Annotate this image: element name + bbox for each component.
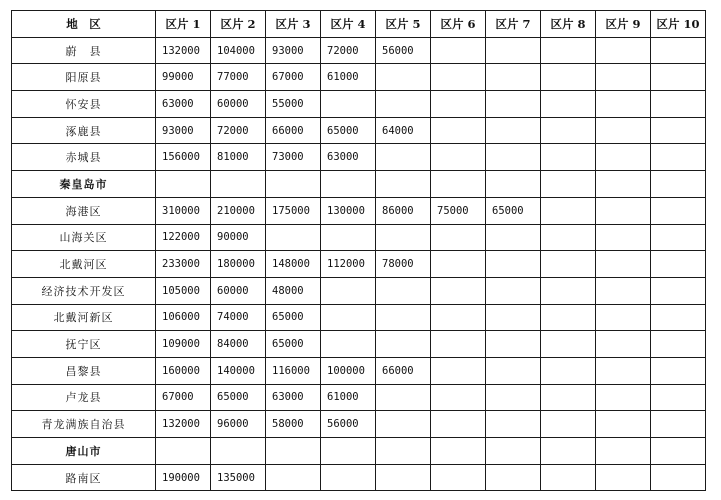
zone-5-price-cell: 66000 [376,357,431,384]
zone-4-price-cell [321,277,376,304]
zone-1-price-cell [156,438,211,465]
zone-1-price-cell: 156000 [156,144,211,171]
zone-3-price-cell: 65000 [266,304,321,331]
zone-2-price-cell: 72000 [211,117,266,144]
zone-9-price-cell [596,197,651,224]
zone-7-price-cell [486,251,541,278]
zone-3-price-cell [266,438,321,465]
zone-3-price-cell: 58000 [266,411,321,438]
region-name-cell: 怀安县 [12,91,156,118]
zone-4-price-cell: 63000 [321,144,376,171]
zone-9-price-cell [596,277,651,304]
zone-1-price-cell: 109000 [156,331,211,358]
zone-5-price-cell [376,171,431,198]
table-body [12,37,706,491]
zone-8-price-cell [541,357,596,384]
zone-6-price-cell [431,464,486,491]
header-zone-6: 区片 6 [431,11,486,38]
zone-5-price-cell: 86000 [376,197,431,224]
zone-10-price-cell [651,304,706,331]
land-price-table-container [11,10,706,491]
table-row [12,144,706,171]
zone-2-price-cell: 65000 [211,384,266,411]
header-zone-5: 区片 5 [376,11,431,38]
city-row [12,438,706,465]
zone-10-price-cell [651,64,706,91]
region-name-cell: 北戴河区 [12,251,156,278]
zone-2-price-cell [211,438,266,465]
zone-4-price-cell: 130000 [321,197,376,224]
zone-6-price-cell [431,64,486,91]
zone-9-price-cell [596,411,651,438]
zone-8-price-cell [541,224,596,251]
zone-9-price-cell [596,37,651,64]
zone-10-price-cell [651,357,706,384]
zone-7-price-cell [486,144,541,171]
zone-1-price-cell: 310000 [156,197,211,224]
zone-5-price-cell [376,64,431,91]
zone-1-price-cell: 160000 [156,357,211,384]
zone-7-price-cell [486,304,541,331]
zone-5-price-cell: 56000 [376,37,431,64]
zone-6-price-cell [431,277,486,304]
zone-4-price-cell: 61000 [321,64,376,91]
zone-4-price-cell [321,304,376,331]
zone-4-price-cell: 72000 [321,37,376,64]
zone-7-price-cell [486,384,541,411]
zone-3-price-cell: 55000 [266,91,321,118]
zone-3-price-cell [266,464,321,491]
zone-10-price-cell [651,384,706,411]
region-name-cell: 赤城县 [12,144,156,171]
zone-10-price-cell [651,464,706,491]
zone-9-price-cell [596,91,651,118]
table-row [12,91,706,118]
zone-1-price-cell: 106000 [156,304,211,331]
zone-9-price-cell [596,304,651,331]
city-row [12,171,706,198]
table-row [12,411,706,438]
zone-2-price-cell: 210000 [211,197,266,224]
zone-2-price-cell: 60000 [211,277,266,304]
zone-2-price-cell: 81000 [211,144,266,171]
zone-10-price-cell [651,331,706,358]
zone-3-price-cell: 65000 [266,331,321,358]
zone-3-price-cell: 116000 [266,357,321,384]
region-name-cell: 海港区 [12,197,156,224]
region-name-cell: 涿鹿县 [12,117,156,144]
zone-7-price-cell [486,171,541,198]
zone-3-price-cell [266,224,321,251]
header-zone-8: 区片 8 [541,11,596,38]
zone-3-price-cell: 175000 [266,197,321,224]
zone-10-price-cell [651,171,706,198]
zone-8-price-cell [541,464,596,491]
zone-1-price-cell: 233000 [156,251,211,278]
table-row [12,357,706,384]
region-name-cell: 昌黎县 [12,357,156,384]
table-row [12,384,706,411]
zone-9-price-cell [596,117,651,144]
zone-8-price-cell [541,438,596,465]
zone-4-price-cell [321,224,376,251]
zone-7-price-cell [486,64,541,91]
zone-5-price-cell [376,464,431,491]
table-row [12,331,706,358]
header-zone-1: 区片 1 [156,11,211,38]
zone-3-price-cell: 93000 [266,37,321,64]
zone-4-price-cell: 65000 [321,117,376,144]
header-zone-3: 区片 3 [266,11,321,38]
zone-8-price-cell [541,37,596,64]
table-row [12,304,706,331]
zone-5-price-cell [376,438,431,465]
zone-5-price-cell [376,304,431,331]
zone-2-price-cell: 90000 [211,224,266,251]
zone-4-price-cell [321,91,376,118]
zone-7-price-cell [486,224,541,251]
zone-2-price-cell: 135000 [211,464,266,491]
zone-5-price-cell [376,331,431,358]
zone-8-price-cell [541,251,596,278]
zone-2-price-cell: 60000 [211,91,266,118]
zone-10-price-cell [651,197,706,224]
zone-10-price-cell [651,144,706,171]
zone-6-price-cell [431,91,486,118]
zone-6-price-cell [431,37,486,64]
zone-2-price-cell: 74000 [211,304,266,331]
zone-10-price-cell [651,224,706,251]
zone-3-price-cell: 73000 [266,144,321,171]
zone-8-price-cell [541,171,596,198]
zone-9-price-cell [596,171,651,198]
zone-1-price-cell: 99000 [156,64,211,91]
zone-4-price-cell [321,331,376,358]
zone-9-price-cell [596,438,651,465]
zone-5-price-cell [376,224,431,251]
zone-5-price-cell [376,384,431,411]
zone-10-price-cell [651,117,706,144]
zone-1-price-cell: 63000 [156,91,211,118]
zone-5-price-cell: 78000 [376,251,431,278]
table-row [12,464,706,491]
zone-2-price-cell [211,171,266,198]
header-row [12,11,706,38]
city-name-cell: 秦皇岛市 [12,171,156,198]
zone-4-price-cell: 61000 [321,384,376,411]
land-price-table [11,10,706,491]
zone-6-price-cell: 75000 [431,197,486,224]
zone-2-price-cell: 180000 [211,251,266,278]
zone-3-price-cell: 67000 [266,64,321,91]
zone-8-price-cell [541,277,596,304]
zone-6-price-cell [431,144,486,171]
zone-4-price-cell: 56000 [321,411,376,438]
zone-6-price-cell [431,251,486,278]
zone-4-price-cell [321,438,376,465]
zone-10-price-cell [651,438,706,465]
zone-4-price-cell: 112000 [321,251,376,278]
region-name-cell: 蔚 县 [12,37,156,64]
zone-1-price-cell [156,171,211,198]
zone-10-price-cell [651,251,706,278]
zone-8-price-cell [541,64,596,91]
header-zone-4: 区片 4 [321,11,376,38]
zone-8-price-cell [541,411,596,438]
zone-7-price-cell [486,277,541,304]
zone-8-price-cell [541,197,596,224]
zone-7-price-cell [486,357,541,384]
region-name-cell: 青龙满族自治县 [12,411,156,438]
zone-4-price-cell [321,464,376,491]
zone-5-price-cell [376,144,431,171]
zone-10-price-cell [651,411,706,438]
zone-7-price-cell: 65000 [486,197,541,224]
zone-9-price-cell [596,331,651,358]
zone-2-price-cell: 77000 [211,64,266,91]
zone-5-price-cell [376,411,431,438]
zone-1-price-cell: 67000 [156,384,211,411]
zone-6-price-cell [431,224,486,251]
zone-1-price-cell: 132000 [156,37,211,64]
zone-1-price-cell: 132000 [156,411,211,438]
zone-9-price-cell [596,144,651,171]
table-row [12,224,706,251]
region-name-cell: 经济技术开发区 [12,277,156,304]
table-row [12,37,706,64]
zone-9-price-cell [596,251,651,278]
zone-9-price-cell [596,224,651,251]
table-row [12,117,706,144]
zone-7-price-cell [486,37,541,64]
zone-10-price-cell [651,277,706,304]
region-name-cell: 山海关区 [12,224,156,251]
zone-8-price-cell [541,91,596,118]
table-row [12,251,706,278]
zone-7-price-cell [486,91,541,118]
zone-3-price-cell [266,171,321,198]
zone-2-price-cell: 104000 [211,37,266,64]
zone-6-price-cell [431,304,486,331]
zone-7-price-cell [486,438,541,465]
region-name-cell: 路南区 [12,464,156,491]
zone-2-price-cell: 84000 [211,331,266,358]
zone-10-price-cell [651,37,706,64]
zone-7-price-cell [486,464,541,491]
zone-1-price-cell: 93000 [156,117,211,144]
table-row [12,197,706,224]
zone-9-price-cell [596,357,651,384]
zone-7-price-cell [486,117,541,144]
zone-9-price-cell [596,64,651,91]
zone-5-price-cell [376,277,431,304]
zone-10-price-cell [651,91,706,118]
city-name-cell: 唐山市 [12,438,156,465]
zone-6-price-cell [431,357,486,384]
zone-3-price-cell: 48000 [266,277,321,304]
zone-6-price-cell [431,438,486,465]
zone-5-price-cell: 64000 [376,117,431,144]
zone-3-price-cell: 148000 [266,251,321,278]
zone-6-price-cell [431,411,486,438]
table-row [12,64,706,91]
zone-3-price-cell: 63000 [266,384,321,411]
zone-3-price-cell: 66000 [266,117,321,144]
zone-6-price-cell [431,171,486,198]
zone-8-price-cell [541,384,596,411]
zone-6-price-cell [431,384,486,411]
zone-2-price-cell: 96000 [211,411,266,438]
zone-1-price-cell: 122000 [156,224,211,251]
header-zone-9: 区片 9 [596,11,651,38]
zone-7-price-cell [486,331,541,358]
region-name-cell: 卢龙县 [12,384,156,411]
zone-9-price-cell [596,464,651,491]
region-name-cell: 北戴河新区 [12,304,156,331]
zone-4-price-cell [321,171,376,198]
zone-8-price-cell [541,304,596,331]
zone-1-price-cell: 105000 [156,277,211,304]
region-name-cell: 抚宁区 [12,331,156,358]
zone-6-price-cell [431,331,486,358]
zone-1-price-cell: 190000 [156,464,211,491]
header-zone-2: 区片 2 [211,11,266,38]
header-region: 地 区 [12,11,156,38]
table-row [12,277,706,304]
zone-8-price-cell [541,331,596,358]
zone-8-price-cell [541,117,596,144]
region-name-cell: 阳原县 [12,64,156,91]
zone-9-price-cell [596,384,651,411]
zone-7-price-cell [486,411,541,438]
zone-2-price-cell: 140000 [211,357,266,384]
header-zone-7: 区片 7 [486,11,541,38]
zone-6-price-cell [431,117,486,144]
zone-4-price-cell: 100000 [321,357,376,384]
zone-5-price-cell [376,91,431,118]
header-zone-10: 区片 10 [651,11,706,38]
zone-8-price-cell [541,144,596,171]
